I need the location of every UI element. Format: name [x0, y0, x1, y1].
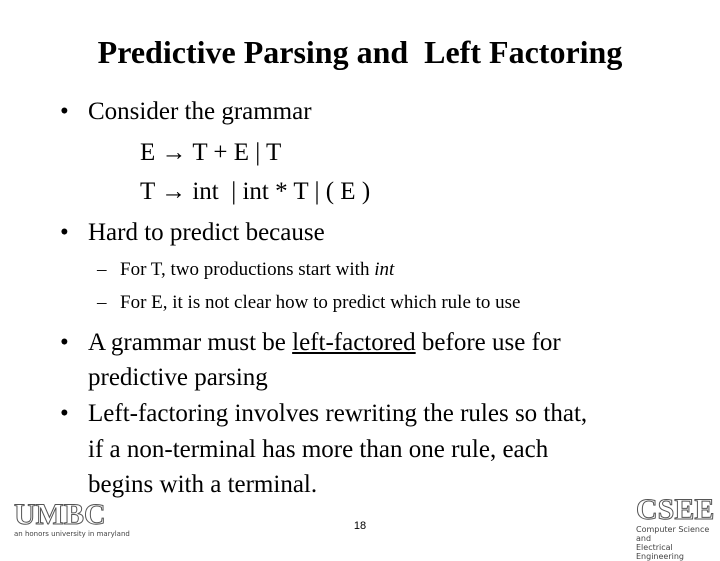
- grammar-rule-e: E → T + E | T: [140, 139, 282, 166]
- sub-bullet-t-text: For T, two productions start with: [120, 259, 375, 280]
- umbc-logo-text: UMBC: [14, 498, 106, 531]
- bullet-icon: •: [60, 400, 69, 427]
- csee-logo-text: CSEE: [636, 493, 715, 526]
- bullet4-line2: if a non-terminal has more than one rule, each: [88, 436, 549, 463]
- sub-bullet-t-productions: [120, 259, 394, 281]
- csee-caption-line2: Electrical Engineering: [636, 543, 684, 561]
- slide-title: Predictive Parsing and Left Factoring: [97, 34, 623, 70]
- sub-bullet-e-rule: For E, it is not clear how to predict which rule to use: [120, 292, 521, 313]
- bullet-icon: •: [60, 329, 69, 356]
- bullet3-line2: predictive parsing: [88, 364, 268, 391]
- bullet-icon: •: [60, 98, 69, 125]
- grammar-rule-t: T → int | int * T | ( E ): [140, 178, 371, 205]
- bullet3-pre: A grammar must be: [88, 329, 293, 356]
- bullet-hard-to-predict: Hard to predict because: [88, 219, 325, 246]
- page-number: 18: [353, 520, 367, 532]
- bullet4-line3: begins with a terminal.: [88, 471, 318, 498]
- csee-caption-line1: Computer Science and: [636, 525, 710, 543]
- bullet4-line1: Left-factoring involves rewriting the rules so that,: [88, 400, 588, 427]
- umbc-logo-caption: an honors university in maryland: [14, 530, 130, 538]
- umbc-logo: [14, 500, 130, 538]
- csee-logo: [636, 495, 720, 561]
- bullet-consider-grammar: Consider the grammar: [88, 98, 312, 125]
- dash-icon: –: [97, 292, 107, 313]
- bullet-icon: •: [60, 219, 69, 246]
- bullet3-post: before use for: [415, 329, 561, 356]
- int-keyword: int: [374, 259, 395, 280]
- left-factored-term: left-factored: [292, 329, 416, 356]
- dash-icon: –: [97, 259, 107, 280]
- bullet-left-factored: [88, 329, 561, 357]
